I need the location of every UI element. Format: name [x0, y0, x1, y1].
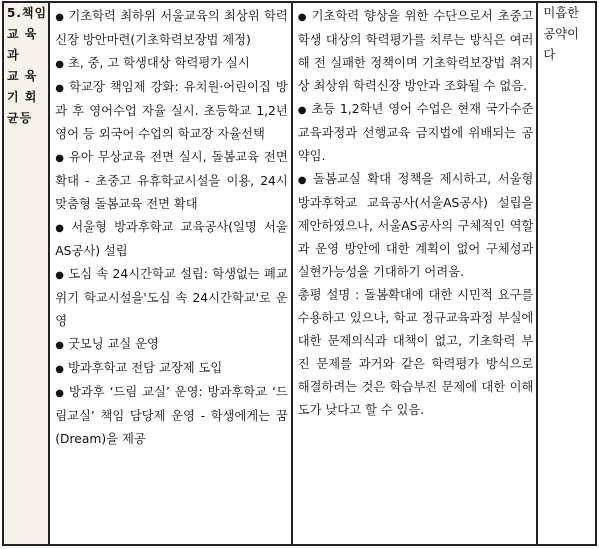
- evaluation-item: ● 초등 1,2학년 영어 수업은 현재 국가수준 교육과정과 선행교육 금지법에 위배되는 공약임.: [297, 102, 534, 163]
- evaluation-cell: [292, 2, 538, 545]
- bullet-icon: ●: [297, 105, 308, 116]
- bullet-icon: ●: [55, 153, 66, 164]
- pledge-item: ● 방과후학교 전담 교장제 도입: [55, 361, 223, 375]
- pledge-evaluation-table: [2, 1, 597, 546]
- category-line: 교 육: [7, 27, 38, 41]
- category-line: 과: [7, 48, 20, 62]
- bullet-icon: ●: [297, 175, 310, 186]
- bullet-icon: ●: [55, 223, 68, 234]
- table-row: [3, 2, 596, 545]
- pledge-list-cell: [49, 2, 292, 545]
- pledge-item: ● 방과후 ‘드림 교실’ 운영: 방과후학교 ‘드림교실’ 책임 담당제 운영 - 학생에게는 꿈(Dream)을 제공: [55, 385, 288, 446]
- bullet-icon: ●: [55, 83, 66, 94]
- category-line: 기 회: [7, 90, 38, 104]
- pledge-item: ● 굿모닝 교실 운영: [55, 337, 159, 351]
- bullet-icon: ●: [55, 270, 65, 281]
- category-line: 교 육: [7, 69, 38, 83]
- pledge-item: ● 유아 무상교육 전면 실시, 돌봄교육 전면 확대 - 초중고 유휴학교시설을 이용, 24시 맞춤형 돌봄교육 전면 확대: [55, 150, 288, 211]
- pledge-item: ● 초, 중, 고 학생대상 학력평가 실시: [55, 56, 250, 70]
- bullet-icon: ●: [55, 388, 65, 399]
- verdict-cell: [537, 2, 596, 545]
- bullet-icon: ●: [55, 12, 65, 23]
- verdict-text: 미흡한 공약이다: [543, 6, 580, 62]
- evaluation-item: ● 기초학력 향상을 위한 수단으로서 초중고 학생 대상의 학력평가를 치루는 방식은 여러 해 전 실패한 정책이며 기초학력보장법 취지상 최상위 학력신장 방안과 조화될 수 없음.: [297, 9, 534, 93]
- bullet-icon: ●: [55, 340, 64, 351]
- bullet-icon: ●: [297, 12, 308, 23]
- category-line: 균등: [7, 111, 33, 125]
- summary-text: 총평 설명 : 돌봄확대에 대한 시민적 요구를 수용하고 있으나, 학교 정규교육과정 부실에 대한 문제의식과 대책이 없고, 기초학력 부진 문제를 과거와 같은 학력평가 방식으로 해결하려는 것은 학습부진 문제에 대한 이해도가 낮다고 할 수 있음.: [297, 288, 534, 417]
- category-cell: [3, 2, 49, 545]
- bullet-icon: ●: [55, 59, 64, 70]
- bullet-icon: ●: [55, 364, 64, 375]
- pledge-item: ● 학교장 책임제 강화: 유치원·어린이집 방과 후 영어수업 자율 실시. 초등학교 1,2년 영어 등 외국어 수업의 학교장 자율선택: [55, 80, 288, 141]
- pledge-item: ● 도심 속 24시간학교 설립: 학생없는 폐교위기 학교시설을'도심 속 24시간학교'로 운영: [55, 267, 288, 328]
- pledge-item: ● 기초학력 최하위 서울교육의 최상위 학력신장 방안마련(기초학력보장법 제정): [55, 9, 288, 47]
- category-line: 5.책임: [7, 6, 48, 20]
- evaluation-item: ● 돌봄교실 확대 정책을 제시하고, 서울형 방과후학교 교육공사(서울AS공사) 설립을 제안하였으나, 서울AS공사의 구체적인 역할과 운영 방안에 대한 계획이 없어 구체성과 실현가능성을 기대하기 어려움.: [297, 172, 534, 279]
- pledge-item: ● 서울형 방과후학교 교육공사(일명 서울AS공사) 설립: [55, 220, 288, 258]
